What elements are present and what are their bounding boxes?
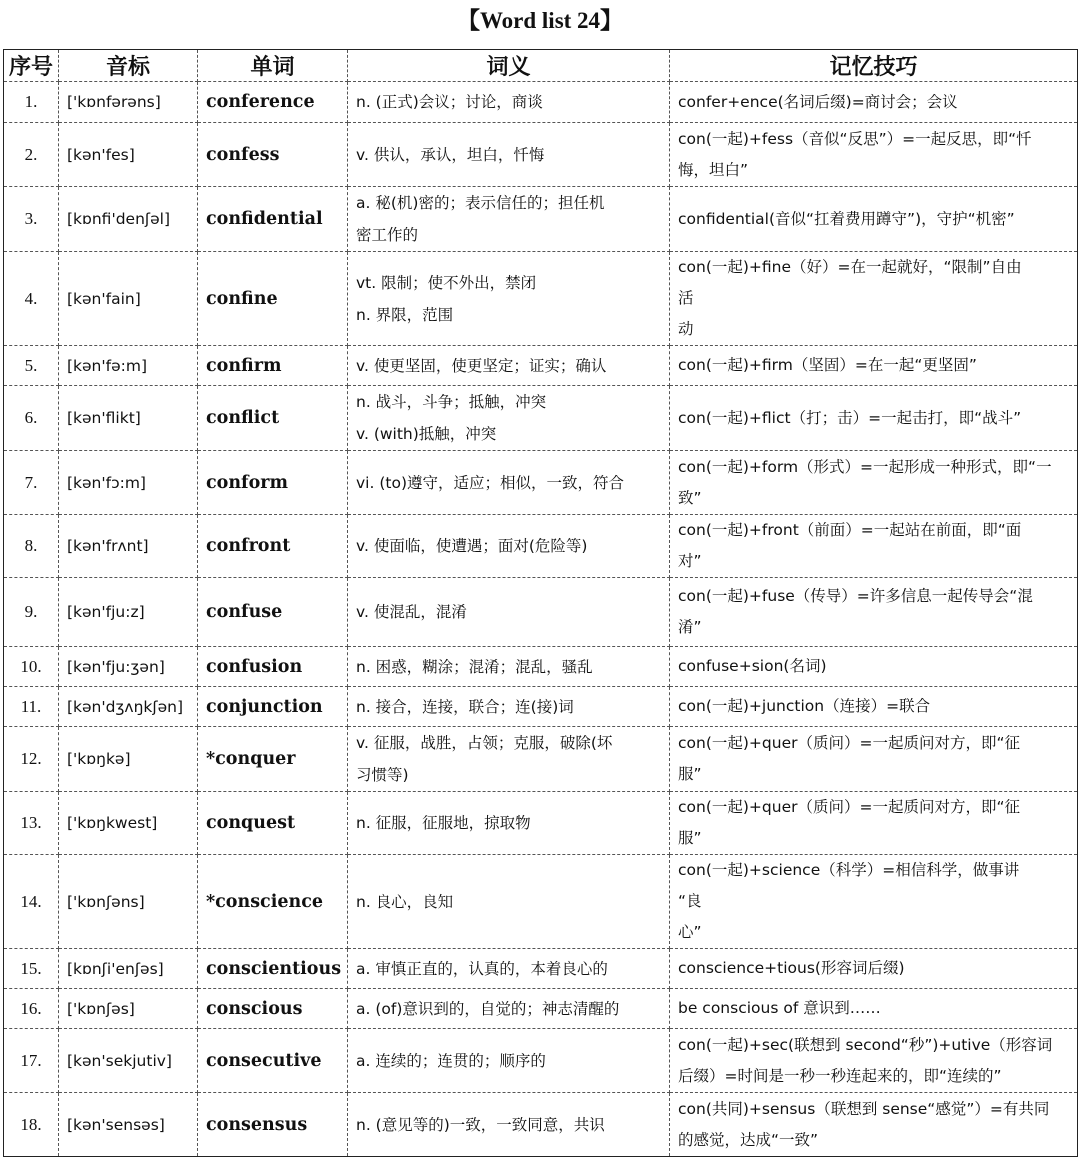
row-number: 12. (4, 727, 59, 792)
row-number: 8. (4, 515, 59, 578)
memory-tip-cell (670, 515, 1078, 578)
tip-line: con(一起)+firm（坚固）=在一起“更坚固” (678, 356, 977, 374)
meaning-line: n. (意见等的)一致，一致同意，共识 (356, 1115, 605, 1134)
meaning-line: v. (with)抵触，冲突 (356, 425, 497, 443)
meaning-line: 习惯等) (356, 766, 409, 784)
row-number: 5. (4, 346, 59, 386)
meaning-line: v. 供认，承认，坦白，忏悔 (356, 145, 545, 164)
phonetic-cell: [kɒnʃi'enʃəs] (59, 949, 198, 989)
memory-tip-cell (670, 855, 1078, 949)
table-row (4, 1093, 1078, 1157)
table-row (4, 578, 1078, 647)
meaning-cell (348, 187, 670, 252)
tip-line: con(一起)+form（形式）=一起形成一种形式，即“一 (678, 457, 1052, 476)
row-number: 4. (4, 252, 59, 346)
table-row (4, 82, 1078, 123)
tip-line: 悔，坦白” (678, 160, 749, 179)
tip-line: confer+ence(名词后缀)=商讨会；会议 (678, 92, 958, 111)
meaning-line: a. (of)意识到的，自觉的；神志清醒的 (356, 999, 620, 1018)
word-cell: conjunction (198, 687, 348, 727)
row-number: 6. (4, 386, 59, 451)
row-number: 9. (4, 578, 59, 647)
meaning-cell (348, 123, 670, 187)
meaning-cell (348, 647, 670, 687)
tip-line: 的感觉，达成“一致” (678, 1130, 819, 1149)
memory-tip-cell (670, 346, 1078, 386)
row-number: 15. (4, 949, 59, 989)
tip-line: con(一起)+fuse（传导）=许多信息一起传导会“混 (678, 587, 1033, 605)
word-cell: conquest (198, 792, 348, 855)
word-cell: confidential (198, 187, 348, 252)
tip-line: con(一起)+quer（质问）=一起质问对方，即“征 (678, 798, 1021, 816)
phonetic-cell: [kən'fju:z] (59, 578, 198, 647)
table-row (4, 989, 1078, 1029)
meaning-line: vi. (to)遵守，适应；相似，一致，符合 (356, 473, 624, 492)
memory-tip-cell (670, 82, 1078, 123)
row-number: 11. (4, 687, 59, 727)
meaning-cell (348, 855, 670, 949)
table-row (4, 386, 1078, 451)
meaning-cell (348, 82, 670, 123)
word-cell: *conscience (198, 855, 348, 949)
memory-tip-cell (670, 989, 1078, 1029)
meaning-line: n. 战斗，斗争；抵触，冲突 (356, 393, 547, 411)
meaning-line: v. 使更坚固，使更坚定；证实；确认 (356, 356, 607, 375)
memory-tip-cell (670, 386, 1078, 451)
word-cell: conform (198, 451, 348, 515)
meaning-cell (348, 451, 670, 515)
meaning-cell (348, 386, 670, 451)
table-row (4, 687, 1078, 727)
tip-line: 动 (678, 320, 694, 338)
table-row (4, 647, 1078, 687)
header-word: 单词 (198, 50, 348, 82)
phonetic-cell: [kən'sekjutiv] (59, 1029, 198, 1093)
meaning-line: a. 连续的；连贯的；顺序的 (356, 1051, 546, 1070)
row-number: 17. (4, 1029, 59, 1093)
tip-line: con(一起)+fine（好）=在一起就好，“限制”自由 (678, 258, 1022, 276)
meaning-cell (348, 1029, 670, 1093)
memory-tip-cell (670, 792, 1078, 855)
tip-line: be conscious of 意识到…… (678, 999, 881, 1017)
meaning-line: n. 接合，连接，联合；连(接)词 (356, 697, 574, 716)
row-number: 1. (4, 82, 59, 123)
phonetic-cell: [kən'dʒʌŋkʃən] (59, 687, 198, 727)
phonetic-cell: [kən'sensəs] (59, 1093, 198, 1157)
word-rows (4, 82, 1078, 1157)
header-meaning: 词义 (348, 50, 670, 82)
word-cell: confess (198, 123, 348, 187)
tip-line: con(共同)+sensus（联想到 sense“感觉”）=有共同 (678, 1099, 1050, 1118)
tip-line: 后缀）=时间是一秒一秒连起来的，即“连续的” (678, 1066, 1002, 1085)
tip-line: con(一起)+quer（质问）=一起质问对方，即“征 (678, 734, 1021, 752)
meaning-line: n. (正式)会议；讨论，商谈 (356, 93, 543, 111)
table-row (4, 451, 1078, 515)
meaning-cell (348, 727, 670, 792)
tip-line: con(一起)+science（科学）=相信科学，做事讲 (678, 861, 1020, 879)
memory-tip-cell (670, 451, 1078, 515)
memory-tip-cell (670, 687, 1078, 727)
memory-tip-cell (670, 578, 1078, 647)
tip-line: con(一起)+sec(联想到 second“秒”)+utive（形容词 (678, 1035, 1053, 1054)
tip-line: 对” (678, 552, 702, 570)
phonetic-cell: ['kɒnʃəs] (59, 989, 198, 1029)
row-number: 14. (4, 855, 59, 949)
meaning-line: v. 使混乱，混淆 (356, 603, 467, 621)
phonetic-cell: [kən'fju:ʒən] (59, 647, 198, 687)
tip-line: con(一起)+front（前面）=一起站在前面，即“面 (678, 521, 1022, 539)
tip-line: 服” (678, 765, 702, 783)
tip-line: “良 (678, 892, 702, 910)
phonetic-cell: ['kɒŋkwest] (59, 792, 198, 855)
word-cell: *conquer (198, 727, 348, 792)
memory-tip-cell (670, 123, 1078, 187)
word-cell: confuse (198, 578, 348, 647)
meaning-cell (348, 687, 670, 727)
phonetic-cell: [kən'fain] (59, 252, 198, 346)
row-number: 7. (4, 451, 59, 515)
word-cell: confront (198, 515, 348, 578)
meaning-line: n. 困惑，糊涂；混淆；混乱，骚乱 (356, 657, 593, 676)
header-phonetic: 音标 (59, 50, 198, 82)
row-number: 2. (4, 123, 59, 187)
memory-tip-cell (670, 949, 1078, 989)
meaning-line: a. 秘(机)密的；表示信任的；担任机 (356, 194, 605, 212)
table-row (4, 123, 1078, 187)
word-cell: confusion (198, 647, 348, 687)
phonetic-cell: ['kɒnfərəns] (59, 82, 198, 123)
tip-line: confidential(音似“扛着费用蹲守”)，守护“机密” (678, 209, 1015, 228)
meaning-line: v. 使面临，使遭遇；面对(危险等) (356, 537, 588, 555)
page-title: 【Word list 24】 (456, 8, 624, 33)
tip-line: con(一起)+fess（音似“反思”）=一起反思，即“忏 (678, 129, 1032, 148)
meaning-line: a. 审慎正直的，认真的，本着良心的 (356, 959, 608, 978)
row-number: 10. (4, 647, 59, 687)
phonetic-cell: [kən'flikt] (59, 386, 198, 451)
phonetic-cell: [kən'frʌnt] (59, 515, 198, 578)
phonetic-cell: ['kɒŋkə] (59, 727, 198, 792)
tip-line: con(一起)+junction（连接）=联合 (678, 697, 931, 715)
meaning-cell (348, 989, 670, 1029)
meaning-cell (348, 515, 670, 578)
table-row (4, 1029, 1078, 1093)
memory-tip-cell (670, 1029, 1078, 1093)
table-row (4, 792, 1078, 855)
meaning-cell (348, 949, 670, 989)
tip-line: confuse+sion(名词) (678, 657, 827, 675)
memory-tip-cell (670, 252, 1078, 346)
word-cell: conscientious (198, 949, 348, 989)
tip-line: con(一起)+flict（打；击）=一起击打，即“战斗” (678, 408, 1022, 427)
meaning-cell (348, 1093, 670, 1157)
table-row (4, 346, 1078, 386)
header-row (4, 50, 1078, 82)
meaning-cell (348, 346, 670, 386)
table-row (4, 949, 1078, 989)
table-row (4, 515, 1078, 578)
phonetic-cell: [kən'fɔ:m] (59, 451, 198, 515)
meaning-cell (348, 252, 670, 346)
row-number: 13. (4, 792, 59, 855)
tip-line: 服” (678, 829, 702, 847)
row-number: 16. (4, 989, 59, 1029)
header-no: 序号 (4, 50, 59, 82)
meaning-line: n. 良心，良知 (356, 892, 454, 911)
header-tip: 记忆技巧 (670, 50, 1078, 82)
meaning-line: 密工作的 (356, 226, 419, 244)
word-cell: consecutive (198, 1029, 348, 1093)
row-number: 3. (4, 187, 59, 252)
tip-line: 淆” (678, 618, 702, 636)
meaning-line: n. 征服，征服地，掠取物 (356, 814, 531, 832)
word-cell: confirm (198, 346, 348, 386)
phonetic-cell: ['kɒnʃəns] (59, 855, 198, 949)
row-number: 18. (4, 1093, 59, 1157)
meaning-line: v. 征服，战胜，占领；克服，破除(坏 (356, 734, 613, 752)
tip-line: conscience+tious(形容词后缀) (678, 959, 905, 977)
table-row (4, 727, 1078, 792)
word-cell: confine (198, 252, 348, 346)
phonetic-cell: [kɒnfi'denʃəl] (59, 187, 198, 252)
tip-line: 活 (678, 289, 694, 307)
memory-tip-cell (670, 187, 1078, 252)
word-list-table (3, 49, 1078, 1157)
word-cell: consensus (198, 1093, 348, 1157)
tip-line: 心” (678, 923, 702, 941)
tip-line: 致” (678, 488, 702, 507)
meaning-cell (348, 792, 670, 855)
memory-tip-cell (670, 1093, 1078, 1157)
table-row (4, 252, 1078, 346)
meaning-line: vt. 限制；使不外出，禁闭 (356, 273, 537, 292)
table-row (4, 187, 1078, 252)
memory-tip-cell (670, 647, 1078, 687)
memory-tip-cell (670, 727, 1078, 792)
word-cell: conference (198, 82, 348, 123)
word-cell: conflict (198, 386, 348, 451)
meaning-line: n. 界限，范围 (356, 305, 454, 324)
phonetic-cell: [kən'fes] (59, 123, 198, 187)
table-row (4, 855, 1078, 949)
phonetic-cell: [kən'fə:m] (59, 346, 198, 386)
word-cell: conscious (198, 989, 348, 1029)
meaning-cell (348, 578, 670, 647)
